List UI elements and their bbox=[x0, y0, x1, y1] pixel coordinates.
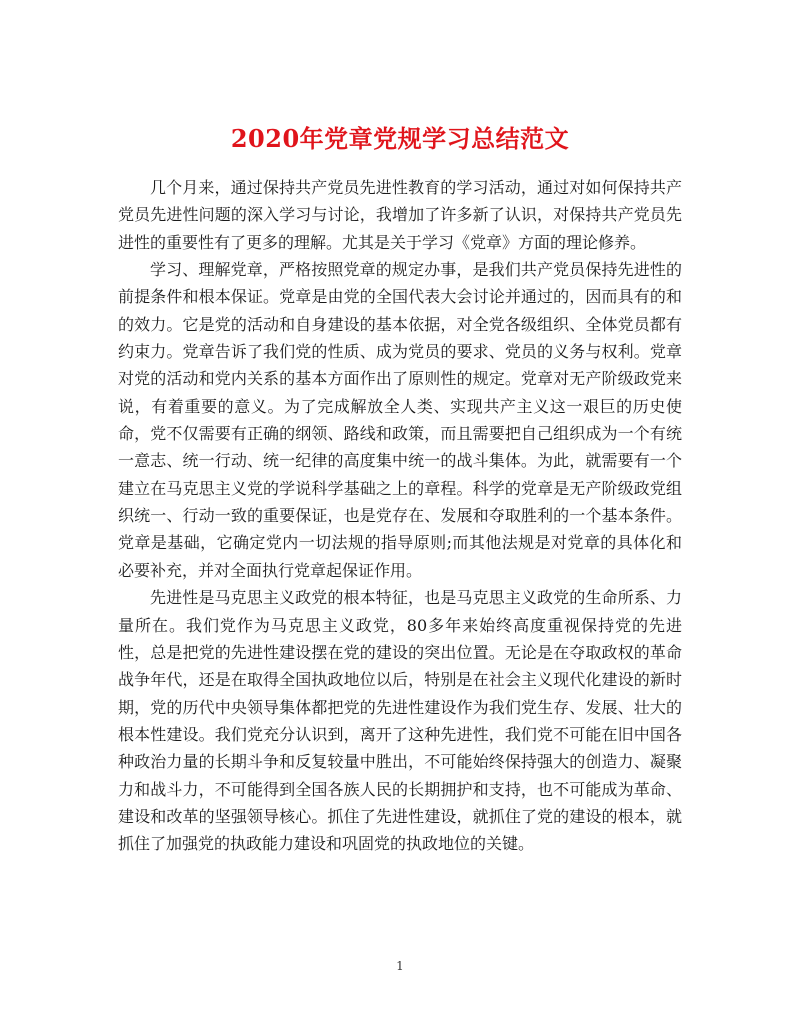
paragraph-party-constitution: 学习、理解党章，严格按照党章的规定办事，是我们共产党员保持先进性的前提条件和根本保证。党章是由党的全国代表大会讨论并通过的，因而具有的和的效力。它是党的活动和自身建设的基本依据，对全党各级组织、全体党员都有约束力。党章告诉了我们党的性质、成为党员的要求、党员的义务与权利。党章对党的活动和党内关系的基本方面作出了原则性的规定。党章对无产阶级政党来说，有着重要的意义。为了完成解放全人类、实现共产主义这一艰巨的历史使命，党不仅需要有正确的纲领、路线和政策，而且需要把自己组织成为一个有统一意志、统一行动、统一纪律的高度集中统一的战斗集体。为此，就需要有一个建立在马克思主义党的学说科学基础之上的章程。科学的党章是无产阶级政党组织统一、行动一致的重要保证，也是党存在、发展和夺取胜利的一个基本条件。党章是基础，它确定党内一切法规的指导原则;而其他法规是对党章的具体化和必要补充，并对全面执行党章起保证作用。 bbox=[118, 260, 682, 580]
page-number: 1 bbox=[396, 959, 404, 973]
document-body bbox=[118, 174, 682, 858]
page-title: 2020年党章党规学习总结范文 bbox=[230, 124, 570, 154]
paragraph-intro: 几个月来，通过保持共产党员先进性教育的学习活动，通过对如何保持共产党员先进性问题的深入学习与讨论，我增加了许多新了认识，对保持共产党员先进性的重要性有了更多的理解。尤其是关于学习《党章》方面的理论修养。 bbox=[118, 178, 682, 252]
paragraph-advanced-nature: 先进性是马克思主义政党的根本特征，也是马克思主义政党的生命所系、力量所在。我们党作为马克思主义政党，80多年来始终高度重视保持党的先进性，总是把党的先进性建设摆在党的建设的突出位置。无论是在夺取政权的革命战争年代，还是在取得全国执政地位以后，特别是在社会主义现代化建设的新时期，党的历代中央领导集体都把党的先进性建设作为我们党生存、发展、壮大的根本性建设。我们党充分认识到，离开了这种先进性，我们党不可能在旧中国各种政治力量的长期斗争和反复较量中胜出，不可能始终保持强大的创造力、凝聚力和战斗力，不可能得到全国各族人民的长期拥护和支持，也不可能成为革命、建设和改革的坚强领导核心。抓住了先进性建设，就抓住了党的建设的根本，就抓住了加强党的执政能力建设和巩固党的执政地位的关键。 bbox=[118, 588, 682, 854]
